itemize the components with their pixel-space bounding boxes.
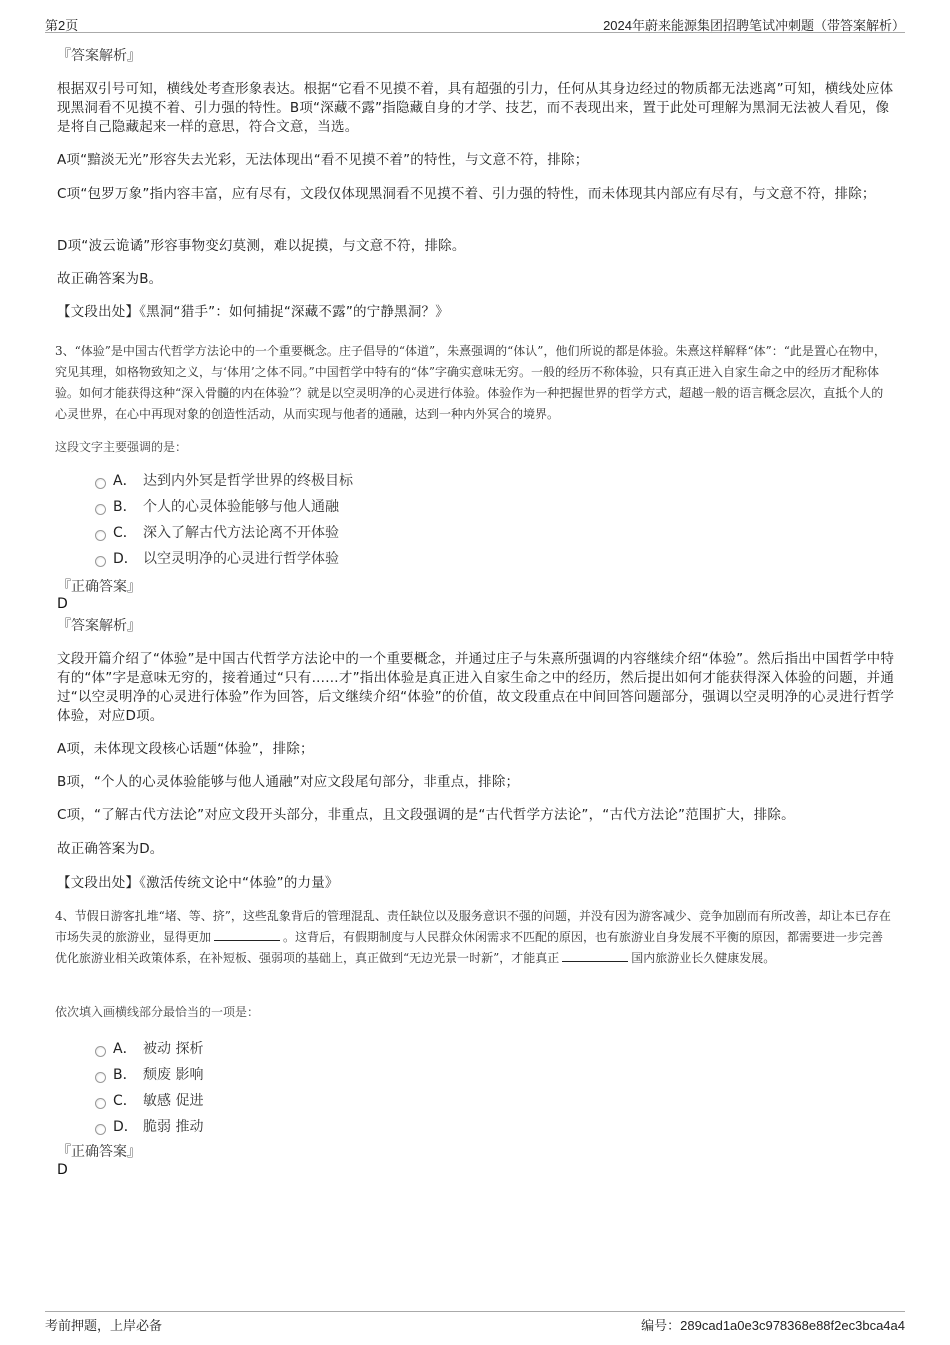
q3-analysis-label: 『答案解析』 (57, 618, 141, 634)
document-serial: 编号：289cad1a0e3c978368e88f2ec3bca4a4 (641, 1318, 905, 1333)
q3-analysis-paragraph: B项，“个人的心灵体验能够与他人通融”对应文段尾句部分，非重点，排除； (57, 774, 520, 790)
q3-analysis-conclusion: 故正确答案为D。 (57, 841, 164, 857)
q4-prompt: 依次填入画横线部分最恰当的一项是： (55, 1005, 260, 1019)
q2-analysis-paragraph: D项“波云诡谲”形容事物变幻莫测，难以捉摸，与文意不符，排除。 (57, 238, 466, 254)
radio-icon[interactable] (95, 478, 106, 489)
q3-option-c[interactable]: C． 深入了解古代方法论离不开体验 (95, 519, 353, 545)
q4-option-a[interactable]: A． 被动 探析 (95, 1035, 203, 1061)
q2-analysis-label: 『答案解析』 (57, 48, 141, 64)
q3-correct-label: 『正确答案』 (57, 579, 141, 595)
q3-correct-answer: D (57, 596, 68, 612)
q4-options (95, 1035, 203, 1139)
q2-analysis-paragraph: A项“黯淡无光”形容失去光彩，无法体现出“看不见摸不着”的特性，与文意不符，排除； (57, 152, 589, 168)
radio-icon[interactable] (95, 1098, 106, 1109)
q3-analysis-paragraph: 文段开篇介绍了“体验”是中国古代哲学方法论中的一个重要概念，并通过庄子与朱熹所强调的内容继续介绍“体验”。然后指出中国哲学中特有的“体”字是意味无穷的，接着通过“只有……才”指出体验是真正进入自家生命之中的经历，然后提出如何才能获得深入体验的问题，并通过“以空灵明净的心灵进行体验”作为回答，后文继续介绍“体验”的价值，故文段重点在中间回答问题部分，强调以空灵明净的心灵进行哲学体验，对应D项。 (57, 651, 895, 724)
q4-correct-answer: D (57, 1162, 68, 1178)
document-title: 2024年蔚来能源集团招聘笔试冲刺题（带答案解析） (603, 18, 905, 33)
page-header (45, 14, 905, 33)
radio-icon[interactable] (95, 1072, 106, 1083)
q3-analysis-paragraph: C项，“了解古代方法论”对应文段开头部分，非重点，且文段强调的是“古代哲学方法论”，“古代方法论”范围扩大，排除。 (57, 807, 795, 823)
page-number: 第2页 (45, 18, 79, 33)
q3-option-b[interactable]: B． 个人的心灵体验能够与他人通融 (95, 493, 353, 519)
q2-analysis-paragraph: 根据双引号可知，横线处考查形象表达。根据“它看不见摸不着，具有超强的引力，任何从其身边经过的物质都无法逃离”可知，横线处应体现黑洞看不见摸不着、引力强的特性。B项“深藏不露”指隐藏自身的才学、技艺，而不表现出来，置于此处可理解为黑洞无法被人看见，像是将自己隐藏起来一样的意思，符合文意，当选。 (57, 81, 894, 135)
fill-blank-1 (214, 929, 280, 941)
q3-question-text: 3、“体验”是中国古代哲学方法论中的一个重要概念。庄子倡导的“体道”，朱熹强调的“体认”，他们所说的都是体验。朱熹这样解释“体”：“此是置心在物中，究见其理，如格物致知之义，与‘体用’之体不同。”中国哲学中特有的“体”字确实意味无穷。一般的经历不称体验，只有真正进入自家生命之中的经历才配称体验。如何才能获得这种“深入骨髓的内在体验”？就是以空灵明净的心灵进行体验。体验作为一种把握世界的哲学方式，超越一般的语言概念层次，直抵个人的心灵世界，在心中再现对象的创造性活动，从而实现与他者的通融，达到一种内外冥合的境界。 (55, 344, 886, 421)
q4-correct-label: 『正确答案』 (57, 1144, 141, 1160)
radio-icon[interactable] (95, 504, 106, 515)
q3-source: 【文段出处】《激活传统文论中“体验”的力量》 (57, 875, 339, 891)
q3-options (95, 467, 353, 571)
q4-option-b[interactable]: B． 颓废 影响 (95, 1061, 203, 1087)
footer-slogan: 考前押题，上岸必备 (45, 1318, 163, 1333)
radio-icon[interactable] (95, 1046, 106, 1057)
q2-source: 【文段出处】《黑洞“猎手”：如何捕捉“深藏不露”的宁静黑洞？》 (57, 304, 449, 320)
q3-option-a[interactable]: A． 达到内外冥是哲学世界的终极目标 (95, 467, 353, 493)
q2-analysis-paragraph: C项“包罗万象”指内容丰富，应有尽有，文段仅体现黑洞看不见摸不着、引力强的特性，而未体现其内部应有尽有，与文意不符，排除； (57, 186, 876, 202)
q4-question-text: 4、节假日游客扎堆“堵、等、挤”，这些乱象背后的管理混乱、责任缺位以及服务意识不强的问题，并没有因为游客减少、竞争加剧而有所改善，却让本已存在市场失灵的旅游业，显得更加 。这背后，有假期制度与人民群众休闲需求不匹配的原因，也有旅游业自身发展不平衡的原因，都需要进一步完善优化旅游业相关政策体系，在补短板、强弱项的基础上，真正做到“无边光景一时新”，才能真正 国内旅游业长久健康发展。 (55, 909, 891, 965)
radio-icon[interactable] (95, 556, 106, 567)
q2-analysis-conclusion: 故正确答案为B。 (57, 271, 163, 287)
q4-option-d[interactable]: D． 脆弱 推动 (95, 1113, 203, 1139)
q3-analysis-paragraph: A项，未体现文段核心话题“体验”，排除； (57, 741, 314, 757)
radio-icon[interactable] (95, 530, 106, 541)
fill-blank-2 (562, 950, 628, 962)
page-footer (45, 1311, 905, 1331)
q3-prompt: 这段文字主要强调的是： (55, 440, 188, 454)
q3-option-d[interactable]: D． 以空灵明净的心灵进行哲学体验 (95, 545, 353, 571)
q4-option-c[interactable]: C． 敏感 促进 (95, 1087, 203, 1113)
radio-icon[interactable] (95, 1124, 106, 1135)
